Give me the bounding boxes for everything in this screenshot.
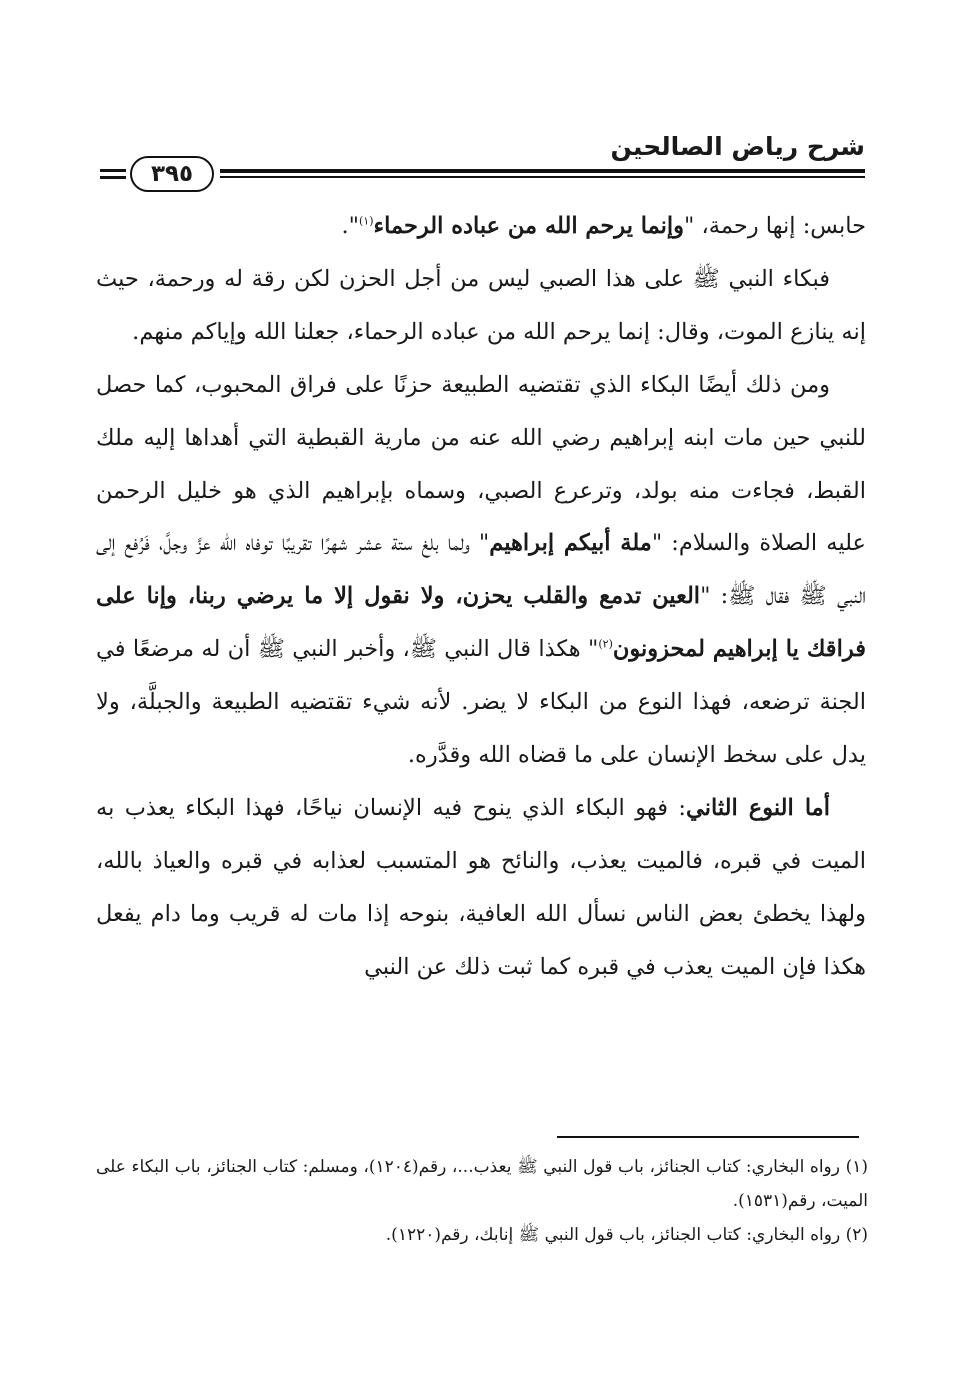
footnote-ref-1: (١) (359, 214, 374, 228)
paragraph-2: فبكاء النبي ﷺ على هذا الصبي ليس من أجل الحزن لكن رقة له ورحمة، حيث إنه ينازع الموت، وقال: إنما يرحم الله من عباده الرحماء، جعلنا الله وإياكم منهم. (96, 265, 866, 345)
p3-text-c: " هكذا قال النبي ﷺ، وأخبر النبي ﷺ أن له مرضعًا في الجنة ترضعه، فهذا النوع من البكاء لا يضر. لأنه شيء تقتضيه الطبيعة والجبلَّة، ولا يدل على سخط الإنسان على ما قضاه الله وقدَّره. (96, 636, 866, 769)
hadith-quote-2: العين تدمع والقلب يحزن، ولا نقول إلا ما يرضي ربنا، وإنا على فراقك يا إبراهيم لمحزونون (96, 583, 866, 663)
book-title: شرح رياض الصالحين (610, 132, 865, 161)
p1-text-b: ". (341, 213, 359, 239)
footnote-separator (557, 1136, 859, 1138)
badge-dash-bottom (100, 176, 126, 179)
p3-text-a: ومن ذلك أيضًا البكاء الذي تقتضيه الطبيعة حزنًا على فراق المحبوب، كما حصل للنبي حين مات ابنه إبراهيم رضي الله عنه من مارية القبطية التي أهداها إليه ملك القبط، فجاءت منه بولد، وترعرع الصبي، وسماه بإبراهيم الذي هو خليل الرحمن عليه الصلاة والسلام: " (96, 371, 866, 557)
footnote-2: (٢) رواه البخاري: كتاب الجنائز، باب قول النبي ﷺ إنابك، رقم(١٢٢٠). (385, 1225, 868, 1245)
p3-text-b: " ولما بلغ ستة عشر شهرًا تقريبًا توفاه الله عزَّ وجلَّ، فَرُفع إلى النبي ﷺ فقال ﷺ: " (96, 530, 866, 610)
footnote-1: (١) رواه البخاري: كتاب الجنائز، باب قول النبي ﷺ يعذب...، رقم(١٢٠٤)، ومسلم: كتاب الجنائز، باب البكاء على الميت، رقم(١٥٣١). (96, 1157, 868, 1211)
footnote-ref-2: (٢) (598, 637, 613, 651)
quran-quote: ملة أبيكم إبراهيم (489, 530, 652, 557)
section-lead: أما النوع الثاني (685, 794, 830, 821)
footnotes (96, 1150, 868, 1252)
main-text (96, 200, 866, 994)
header-rule-thick (220, 169, 865, 173)
page-header (100, 128, 865, 188)
hadith-quote-1: وإنما يرحم الله من عباده الرحماء (373, 213, 685, 239)
paragraph-4 (96, 782, 866, 994)
page-number-badge (130, 156, 214, 192)
paragraph-3 (96, 359, 866, 782)
p4-text: : فهو البكاء الذي ينوح فيه الإنسان نياحًا، فهذا البكاء يعذب به الميت في قبره، فالميت يعذب، والنائح هو المتسبب لعذابه في قبره والعياذ بالله، ولهذا يخطئ بعض الناس نسأل الله العافية، بنوحه إذا مات له قريب وما دام يفعل هكذا فإن الميت يعذب في قبره كما ثبت ذلك عن النبي (96, 794, 866, 980)
badge-dash-top (100, 169, 126, 172)
paragraph-1 (96, 200, 866, 253)
p1-text-a: حابس: إنها رحمة، " (684, 213, 866, 239)
page-number: ٣٩٥ (150, 161, 194, 187)
header-rule-thin (220, 176, 865, 178)
